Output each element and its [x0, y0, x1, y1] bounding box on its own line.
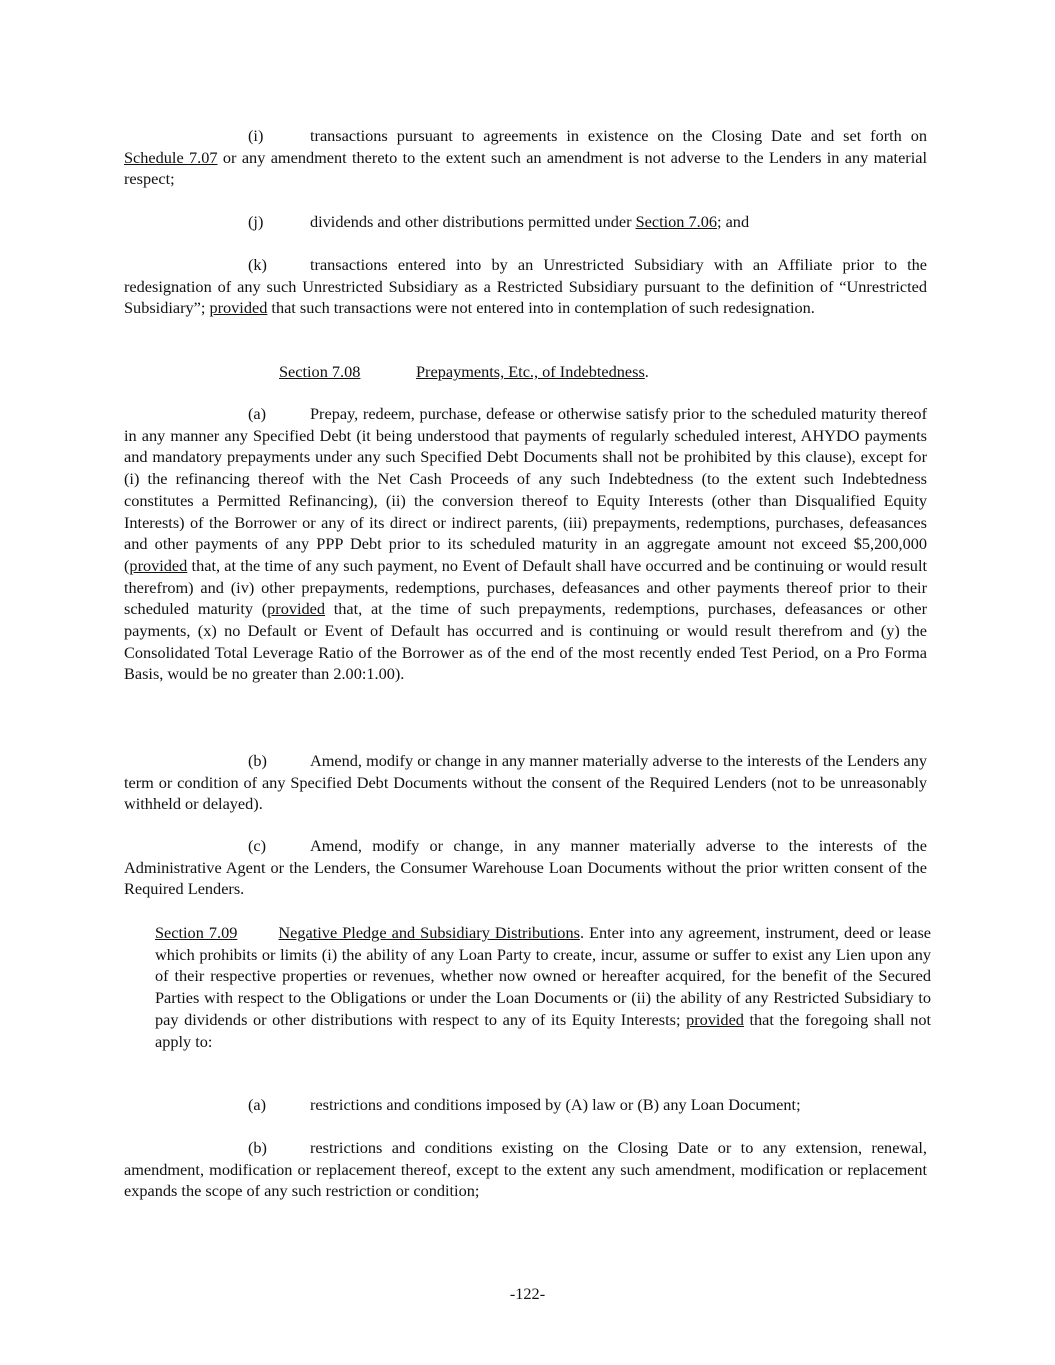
section-title: Prepayments, Etc., of Indebtedness	[416, 362, 645, 381]
clause-k: (k) transactions entered into by an Unrestricted Subsidiary with an Affiliate prior to the redesignation of any such Unrestricted Subsidiary as a Restricted Subsidiary pursuant to the definition of “Unrestricted Subsidiary”; provided that such transactions were not entered into in contemplation of such redesignation.	[124, 255, 927, 318]
clause-label: (b)	[248, 1138, 267, 1157]
proviso-term: provided	[267, 599, 326, 619]
section-title: Negative Pledge and Subsidiary Distributions	[278, 923, 580, 942]
proviso-term: provided	[129, 555, 188, 575]
section-708-heading: Section 7.08 Prepayments, Etc., of Indebtedness.	[279, 362, 649, 381]
clause-label: (j)	[248, 212, 264, 231]
clause-j: (j) dividends and other distributions permitted under Section 7.06; and	[124, 211, 927, 233]
section-number: Section 7.09	[155, 923, 238, 942]
section-number: Section 7.08	[279, 362, 361, 381]
clause-label: (a)	[248, 404, 267, 423]
proviso-term: provided	[686, 1009, 744, 1029]
schedule-reference: Schedule 7.07	[124, 147, 218, 167]
clause-label: (k)	[248, 255, 267, 274]
proviso-term: provided	[209, 298, 268, 318]
clause-i: (i) transactions pursuant to agreements in existence on the Closing Date and set forth on Schedule 7.07 or any amendment thereto to the extent such an amendment is not adverse to the Lenders in any material respect;	[124, 126, 927, 189]
section-709-clause-a: (a) restrictions and conditions imposed by (A) law or (B) any Loan Document;	[124, 1094, 927, 1116]
clause-label: (b)	[248, 751, 267, 770]
section-709-clause-b: (b) restrictions and conditions existing on the Closing Date or to any extension, renewal, amendment, modification or replacement thereof, except to the extent any such amendment, modification or replacement expands the scope of any such restriction or condition;	[124, 1138, 927, 1201]
page-number: -122-	[509, 1284, 546, 1303]
section-708-clause-c: (c) Amend, modify or change, in any manner materially adverse to the interests of the Administrative Agent or the Lenders, the Consumer Warehouse Loan Documents without the prior written consent of the Required Lenders.	[124, 836, 927, 899]
clause-label: (a)	[248, 1095, 267, 1114]
section-708-clause-a: (a) Prepay, redeem, purchase, defease or otherwise satisfy prior to the scheduled maturity thereof in any manner any Specified Debt (it being understood that payments of regularly scheduled interest, AHYDO payments and mandatory prepayments under any such Specified Debt Documents shall not be prohibited by this clause), except for (i) the refinancing thereof with the Net Cash Proceeds of any such Indebtedness (to the extent such Indebtedness constitutes a Permitted Refinancing), (ii) the conversion thereof to Equity Interests (other than Disqualified Equity Interests) of the Borrower or any of its direct or indirect parents, (iii) prepayments, redemptions, purchases, defeasances and other payments of any PPP Debt prior to its scheduled maturity in an aggregate amount not exceed $5,200,000 (provided that, at the time of any such payment, no Event of Default shall have occurred and be continuing or would result therefrom) and (iv) other prepayments, redemptions, purchases, defeasances and other payments thereof prior to their scheduled maturity (provided that, at the time of such prepayments, redemptions, purchases, defeasances or other payments, (x) no Default or Event of Default has occurred and is continuing or would result therefrom and (y) the Consolidated Total Leverage Ratio of the Borrower as of the end of the most recently ended Test Period, on a Pro Forma Basis, would be no greater than 2.00:1.00).	[124, 404, 928, 684]
section-reference: Section 7.06	[635, 212, 717, 231]
section-708-clause-b: (b) Amend, modify or change in any manner materially adverse to the interests of the Lenders any term or condition of any Specified Debt Documents without the consent of the Required Lenders (not to be unreasonably withheld or delayed).	[124, 751, 927, 814]
clause-label: (c)	[248, 836, 267, 855]
clause-label: (i)	[248, 126, 264, 145]
section-709-paragraph: Section 7.09 Negative Pledge and Subsidiary Distributions. Enter into any agreement, instrument, deed or lease which prohibits or limits (i) the ability of any Loan Party to create, incur, assume or suffer to exist any Lien upon any of their respective properties or revenues, whether now owned or hereafter acquired, for the benefit of the Secured Parties with respect to the Obligations or under the Loan Documents or (ii) the ability of any Restricted Subsidiary to pay dividends or other distributions with respect to any of its Equity Interests; provided that the foregoing shall not apply to:	[155, 923, 932, 1051]
